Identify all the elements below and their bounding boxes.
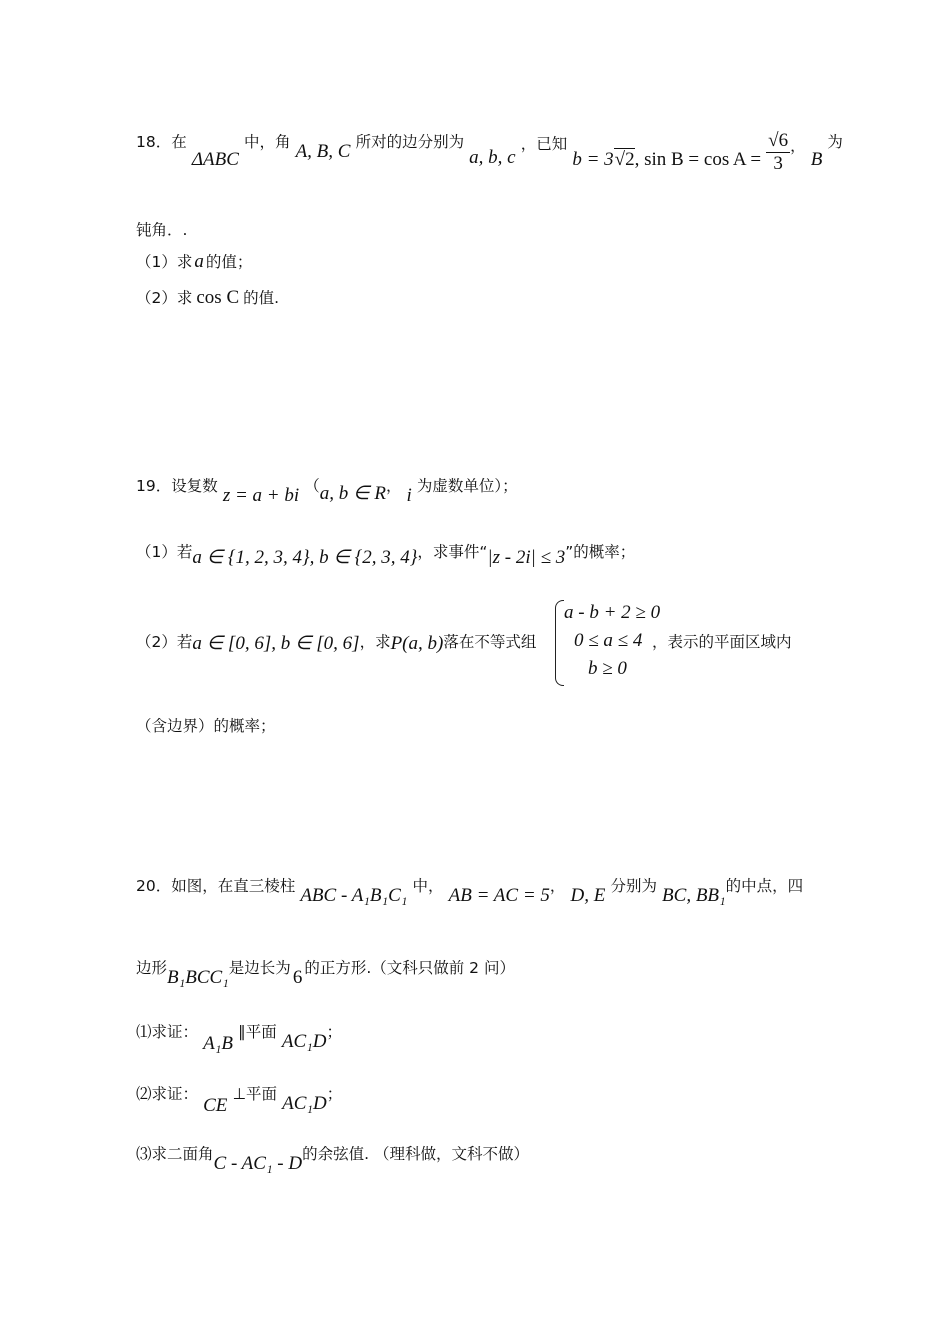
q20-part3: ⑶求二面角C - AC₁ - D的余弦值. （理科做，文科不做）	[136, 1145, 529, 1174]
q19-point: P(a, b)	[390, 633, 444, 654]
q19-ineq2: 0 ≤ a ≤ 4	[574, 630, 643, 651]
q18-angles: A, B, C	[295, 141, 351, 162]
q18-stem: 18．在 ΔABC 中，角 A, B, C 所对的边分别为 a, b, c ，已知 b = 3√2, sin B = cos A = $\frac{√6}{3}$ ， B 为	[136, 130, 843, 174]
q18-sides: a, b, c	[469, 147, 516, 168]
q20-number: 20．如图，在直三棱柱	[136, 877, 296, 895]
q18-part1: （1）求 a 的值；	[136, 251, 253, 272]
q19-ineq3: b ≥ 0	[588, 658, 627, 679]
q18-number: 18．在	[136, 133, 187, 151]
q19-part2: （2）若a ∈ [0, 6], b ∈ [0, 6]，求P(a, b)落在不等式组	[136, 633, 537, 654]
q20-square: B₁BCC₁	[167, 967, 229, 988]
q19-number: 19．设复数	[136, 477, 218, 495]
q19-expr-z: z = a + bi	[222, 485, 300, 506]
q18-fraction	[766, 130, 790, 175]
q20-prism: ABC - A₁B₁C₁	[300, 885, 408, 906]
q20-part1: ⑴求证： A₁B ∥平面 AC₁D；	[136, 1023, 343, 1054]
q20-mid: BC, BB₁	[662, 885, 726, 906]
q19-last-line: （含边界）的概率；	[136, 717, 276, 735]
q19-region-text: ，表示的平面区域内	[652, 633, 792, 651]
q20-de: D, E	[570, 885, 606, 906]
q19-ab-in-R: a, b ∈ R	[319, 483, 386, 504]
q18-triangle: ΔABC	[191, 149, 239, 170]
q18-eq-sin: , sin B = cos A =	[634, 149, 762, 170]
q18-part2: （2）求 cos C 的值.	[136, 287, 280, 308]
q18-sqrt2: √2	[614, 149, 635, 170]
q18-line2: 钝角．.	[136, 221, 188, 239]
q20-stem: 20．如图，在直三棱柱 ABC - A₁B₁C₁ 中， AB = AC = 5， D, E 分别为 BC, BB₁的中点，四	[136, 877, 804, 906]
q19-stem: 19．设复数 z = a + bi （a, b ∈ R， i 为虚数单位）；	[136, 477, 518, 506]
q20-eq-ab: AB = AC = 5	[448, 885, 550, 906]
q18-var-B: B	[810, 149, 823, 170]
q19-part1: （1）若a ∈ {1, 2, 3, 4}, b ∈ {2, 3, 4}，求事件“|z - 2i| ≤ 3”的概率；	[136, 543, 636, 568]
q19-ineq1: a - b + 2 ≥ 0	[564, 602, 661, 623]
q18-frac-num: √6	[768, 130, 789, 151]
q20-part2: ⑵求证： CE ⊥平面 AC₁D；	[136, 1085, 343, 1116]
q19-system-brace	[555, 600, 564, 686]
q19-sets: a ∈ {1, 2, 3, 4}, b ∈ {2, 3, 4}	[192, 547, 418, 568]
q18-frac-den: 3	[773, 153, 783, 174]
q20-line2: 边形B₁BCC₁是边长为 6 的正方形.（文科只做前 2 问）	[136, 959, 515, 988]
q19-ranges: a ∈ [0, 6], b ∈ [0, 6]	[192, 633, 360, 654]
q18-eq-b: b = 3	[572, 149, 614, 170]
q19-event: |z - 2i| ≤ 3	[487, 547, 566, 568]
